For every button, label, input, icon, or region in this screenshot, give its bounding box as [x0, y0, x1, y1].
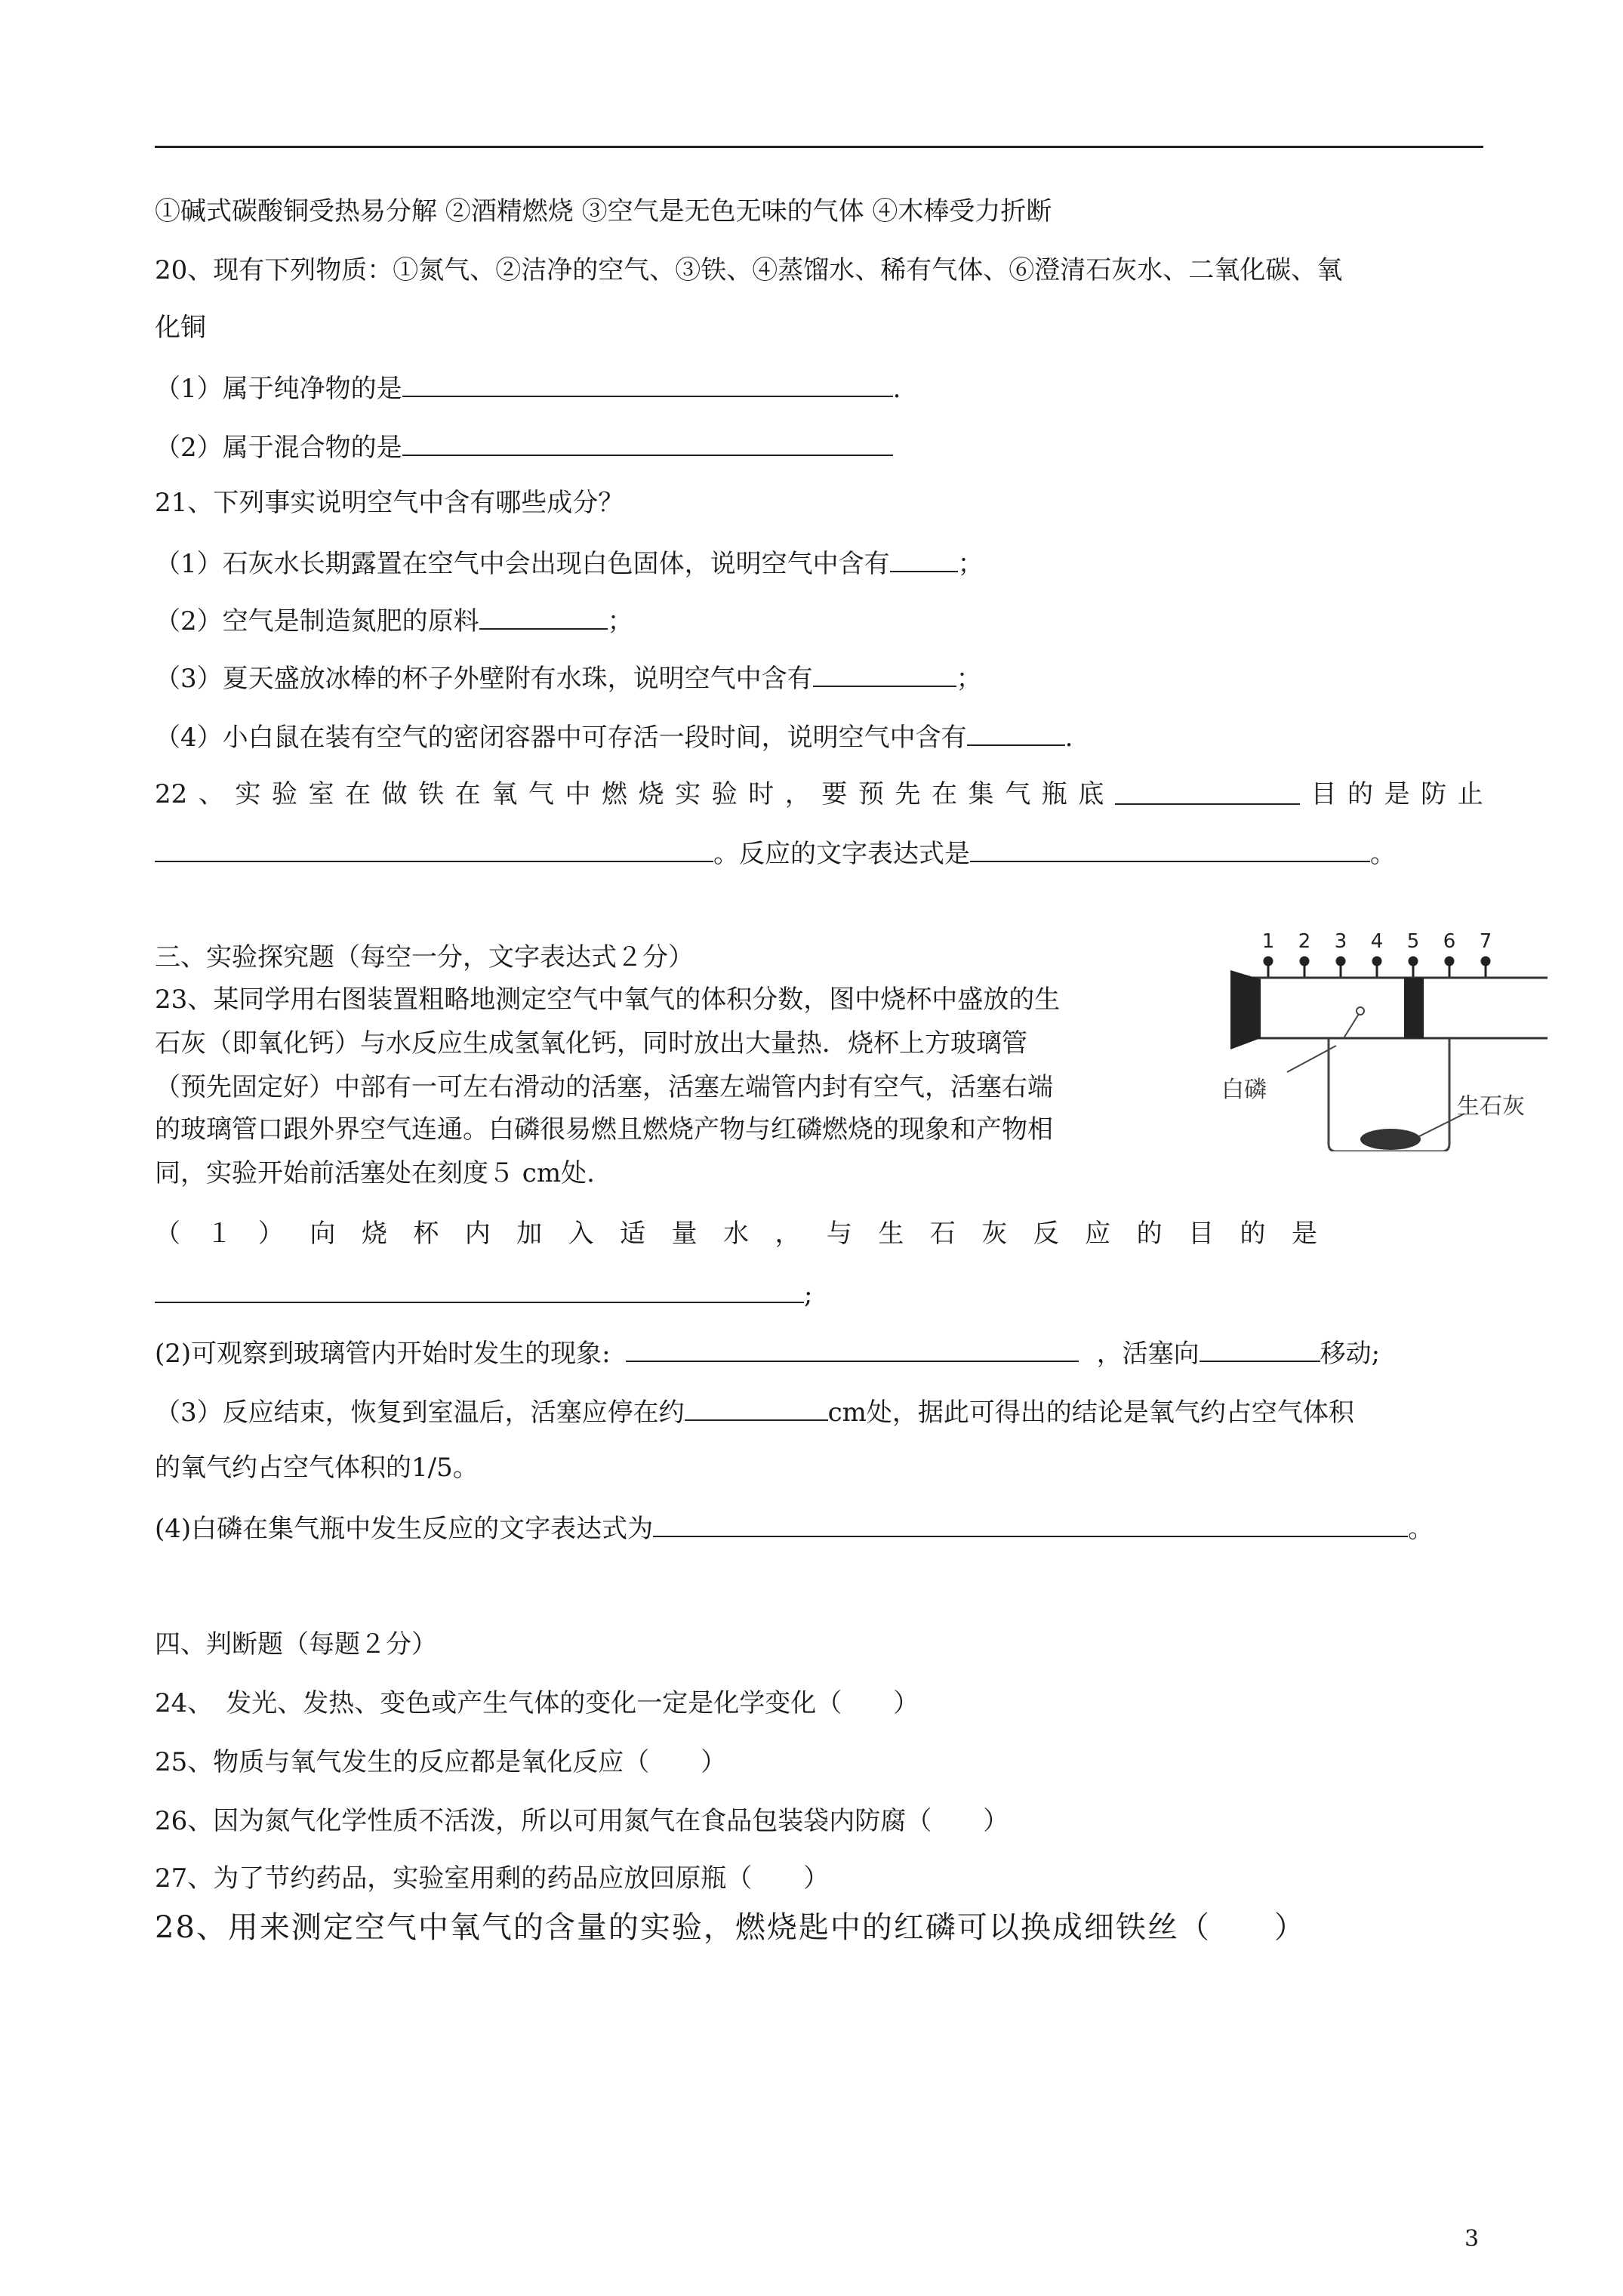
q21-stem: 21、下列事实说明空气中含有哪些成分？ — [155, 488, 624, 518]
q22-char: 要 — [821, 779, 848, 809]
q21-part2-end: ； — [607, 606, 633, 636]
q23-part4-end: 。 — [1408, 1514, 1434, 1544]
q23-char: 加 — [516, 1219, 543, 1249]
q23-part1-end: ; — [804, 1280, 813, 1310]
q22-char: 集 — [968, 779, 994, 809]
q20-stem-line2: 化铜 — [155, 313, 206, 343]
scale-dot — [1301, 957, 1308, 965]
scale-dot — [1373, 957, 1381, 965]
answer-blank[interactable] — [813, 660, 956, 687]
q21-part1-end: ； — [957, 549, 984, 579]
q22-line2-mid: 。反应的文字表达式是 — [713, 839, 970, 869]
q23-char: （ — [155, 1219, 180, 1249]
q23-char: 应 — [1085, 1219, 1111, 1249]
q23-char: ， — [775, 1219, 801, 1249]
q23-char: 入 — [568, 1219, 594, 1249]
q22-char: 在 — [345, 779, 371, 809]
judge-item-28: 28、用来测定空气中氧气的含量的实验，燃烧匙中的红磷可以换成细铁丝（ ） — [155, 1910, 1306, 1945]
q23-char: ） — [257, 1219, 284, 1249]
q22-char: 时 — [748, 779, 775, 809]
scale-dot — [1264, 957, 1272, 965]
q22-char: 实 — [235, 779, 261, 809]
q23-part3-line2: 的氧气约占空气体积的1/5。 — [155, 1453, 479, 1483]
q22-char: 燃 — [602, 779, 628, 809]
q23-part2-text: (2)可观察到玻璃管内开始时发生的现象: — [155, 1339, 611, 1369]
q22-char: 铁 — [418, 779, 445, 809]
judge-item-24: 24、 发光、发热、变色或产生气体的变化一定是化学变化（ ） — [155, 1688, 919, 1718]
answer-blank[interactable] — [1115, 778, 1300, 805]
answer-blank[interactable] — [970, 835, 1370, 862]
q20-stem-line1: 20、现有下列物质：①氮气、②洁净的空气、③铁、④蒸馏水、稀有气体、⑥澄清石灰水、二氧化碳、氧 — [155, 255, 1343, 285]
q23-char: 烧 — [361, 1219, 387, 1249]
q23-char: 向 — [310, 1219, 336, 1249]
q22-char: 中 — [565, 779, 591, 809]
q23-part1-line2 — [155, 1276, 812, 1311]
q22-char: 烧 — [638, 779, 664, 809]
q22-line1 — [155, 778, 1483, 811]
q22-char: 是 — [1384, 779, 1410, 809]
answer-blank[interactable] — [890, 545, 958, 572]
answer-blank[interactable] — [155, 1276, 804, 1303]
q21-part1-text: （1）石灰水长期露置在空气中会出现白色固体，说明空气中含有 — [155, 549, 890, 579]
q19-options: ①碱式碳酸铜受热易分解 ②酒精燃烧 ③空气是无色无味的气体 ④木棒受力折断 — [155, 196, 1052, 227]
q22-char: ， — [784, 779, 811, 809]
scale-dot — [1482, 957, 1489, 965]
q22-char: 预 — [858, 779, 884, 809]
q22-char: 目 — [1310, 779, 1337, 809]
q23-char: 是 — [1291, 1219, 1317, 1249]
q22-char: 22 — [155, 779, 188, 809]
q20-part2 — [155, 429, 893, 464]
phosphorus-holder — [1344, 1014, 1359, 1038]
q23-part3-text: （3）反应结束，恢复到室温后，活塞应停在约 — [155, 1398, 685, 1428]
left-stopper — [1230, 970, 1261, 1049]
scale-label: 6 — [1443, 930, 1456, 953]
section4-title: 四、判断题（每题２分） — [155, 1629, 437, 1660]
scale-label: 1 — [1261, 930, 1275, 953]
q21-part4-end: . — [1064, 723, 1073, 753]
q22-line2-end: 。 — [1370, 839, 1396, 869]
q23-line2: 石灰（即氧化钙）与水反应生成氢氧化钙，同时放出大量热．烧杯上方玻璃管 — [155, 1028, 1027, 1059]
q23-line3: （预先固定好）中部有一可左右滑动的活塞，活塞左端管内封有空气，活塞右端 — [155, 1072, 1053, 1102]
q22-char: 瓶 — [1041, 779, 1067, 809]
q23-part2-mid: ，活塞向 — [1096, 1339, 1200, 1369]
q22-char: 实 — [675, 779, 701, 809]
label-white-phosphorus: 白磷 — [1221, 1077, 1267, 1103]
q21-part4 — [155, 719, 1073, 754]
q23-char: 目 — [1188, 1219, 1215, 1249]
q22-char: 、 — [198, 779, 224, 809]
scale-dot — [1337, 957, 1344, 965]
q21-part3-text: （3）夏天盛放冰棒的杯子外壁附有水珠，说明空气中含有 — [155, 664, 813, 694]
answer-blank[interactable] — [626, 1335, 1079, 1362]
q21-part4-text: （4）小白鼠在装有空气的密闭容器中可存活一段时间，说明空气中含有 — [155, 723, 967, 753]
q22-char: 验 — [271, 779, 297, 809]
q20-part2-text: （2）属于混合物的是 — [155, 433, 402, 463]
q20-part1-text: （1）属于纯净物的是 — [155, 374, 402, 404]
q23-char: 石 — [929, 1219, 956, 1249]
q23-char: 内 — [464, 1219, 491, 1249]
q23-part2 — [155, 1335, 1380, 1370]
q23-char: 灰 — [981, 1219, 1008, 1249]
q22-char: 气 — [528, 779, 554, 809]
scale-label: 7 — [1479, 930, 1492, 953]
q22-char: 底 — [1078, 779, 1104, 809]
q22-char: 在 — [932, 779, 958, 809]
q23-part3 — [155, 1394, 1354, 1429]
q23-part4 — [155, 1510, 1434, 1546]
q23-char: 生 — [878, 1219, 904, 1249]
answer-blank[interactable] — [402, 370, 893, 397]
q20-part1 — [155, 370, 901, 405]
page-number: 3 — [1464, 2226, 1480, 2252]
q22-char: 防 — [1421, 779, 1447, 809]
answer-blank[interactable] — [402, 429, 893, 456]
scale-dot — [1446, 957, 1453, 965]
q22-char: 止 — [1457, 779, 1483, 809]
q23-char: 与 — [826, 1219, 852, 1249]
q23-char: 适 — [620, 1219, 646, 1249]
q23-char: １ — [206, 1219, 233, 1249]
phosphorus-sample — [1357, 1007, 1364, 1015]
scale-label: 2 — [1298, 930, 1311, 953]
q22-char: 做 — [381, 779, 408, 809]
q23-line5: 同，实验开始前活塞处在刻度５ cm处. — [155, 1158, 595, 1188]
label-quicklime: 生石灰 — [1457, 1093, 1525, 1120]
q21-part3 — [155, 660, 982, 695]
judge-item-26: 26、因为氮气化学性质不活泼，所以可用氮气在食品包装袋内防腐（ ） — [155, 1806, 1009, 1836]
scale-label: 3 — [1334, 930, 1347, 953]
q23-char: 反 — [1033, 1219, 1059, 1249]
q23-part4-text: (4)白磷在集气瓶中发生反应的文字表达式为 — [155, 1514, 654, 1544]
q22-char: 室 — [308, 779, 334, 809]
quicklime-pile — [1360, 1129, 1421, 1150]
q21-part2-text: （2）空气是制造氮肥的原料 — [155, 606, 479, 636]
q22-char: 先 — [895, 779, 921, 809]
q22-char: 的 — [1347, 779, 1374, 809]
answer-blank[interactable] — [1200, 1335, 1320, 1362]
header-rule — [155, 146, 1483, 148]
q23-part2-end: 移动; — [1320, 1339, 1381, 1369]
answer-blank[interactable] — [155, 835, 713, 862]
q20-part1-end: . — [892, 374, 901, 404]
q22-line2 — [155, 835, 1396, 871]
q22-char: 验 — [711, 779, 738, 809]
q22-char: 在 — [454, 779, 481, 809]
q23-line4: 的玻璃管口跟外界空气连通。白磷很易燃且燃烧产物与红磷燃烧的现象和产物相 — [155, 1114, 1053, 1145]
q23-char: 杯 — [413, 1219, 439, 1249]
q22-char: 氧 — [491, 779, 518, 809]
q23-part1-line1 — [155, 1217, 1317, 1250]
q21-part3-end: ； — [956, 664, 982, 694]
q23-line1: 23、某同学用右图装置粗略地测定空气中氧气的体积分数，图中烧杯中盛放的生 — [155, 985, 1061, 1015]
judge-item-27: 27、为了节约药品，实验室用剩的药品应放回原瓶（ ） — [155, 1863, 830, 1894]
judge-item-25: 25、物质与氧气发生的反应都是氧化反应（ ） — [155, 1747, 727, 1777]
apparatus-diagram — [1215, 925, 1548, 1151]
answer-blank[interactable] — [653, 1510, 1408, 1537]
scale-label: 5 — [1406, 930, 1420, 953]
q23-part3-mid: cm处，据此可得出的结论是氧气约占空气体积 — [827, 1398, 1354, 1428]
scale-label: 4 — [1370, 930, 1384, 953]
answer-blank[interactable] — [479, 603, 608, 630]
q23-char: 水 — [722, 1219, 749, 1249]
q23-char: 的 — [1240, 1219, 1266, 1249]
piston — [1404, 978, 1424, 1038]
section3-title: 三、实验探究题（每空一分，文字表达式２分） — [155, 942, 694, 972]
q23-char: 量 — [671, 1219, 698, 1249]
q22-char: 气 — [1005, 779, 1031, 809]
answer-blank[interactable] — [685, 1394, 828, 1421]
q23-char: 的 — [1136, 1219, 1163, 1249]
q21-part2 — [155, 603, 633, 638]
scale-dot — [1409, 957, 1417, 965]
answer-blank[interactable] — [967, 719, 1065, 746]
q21-part1 — [155, 545, 984, 581]
